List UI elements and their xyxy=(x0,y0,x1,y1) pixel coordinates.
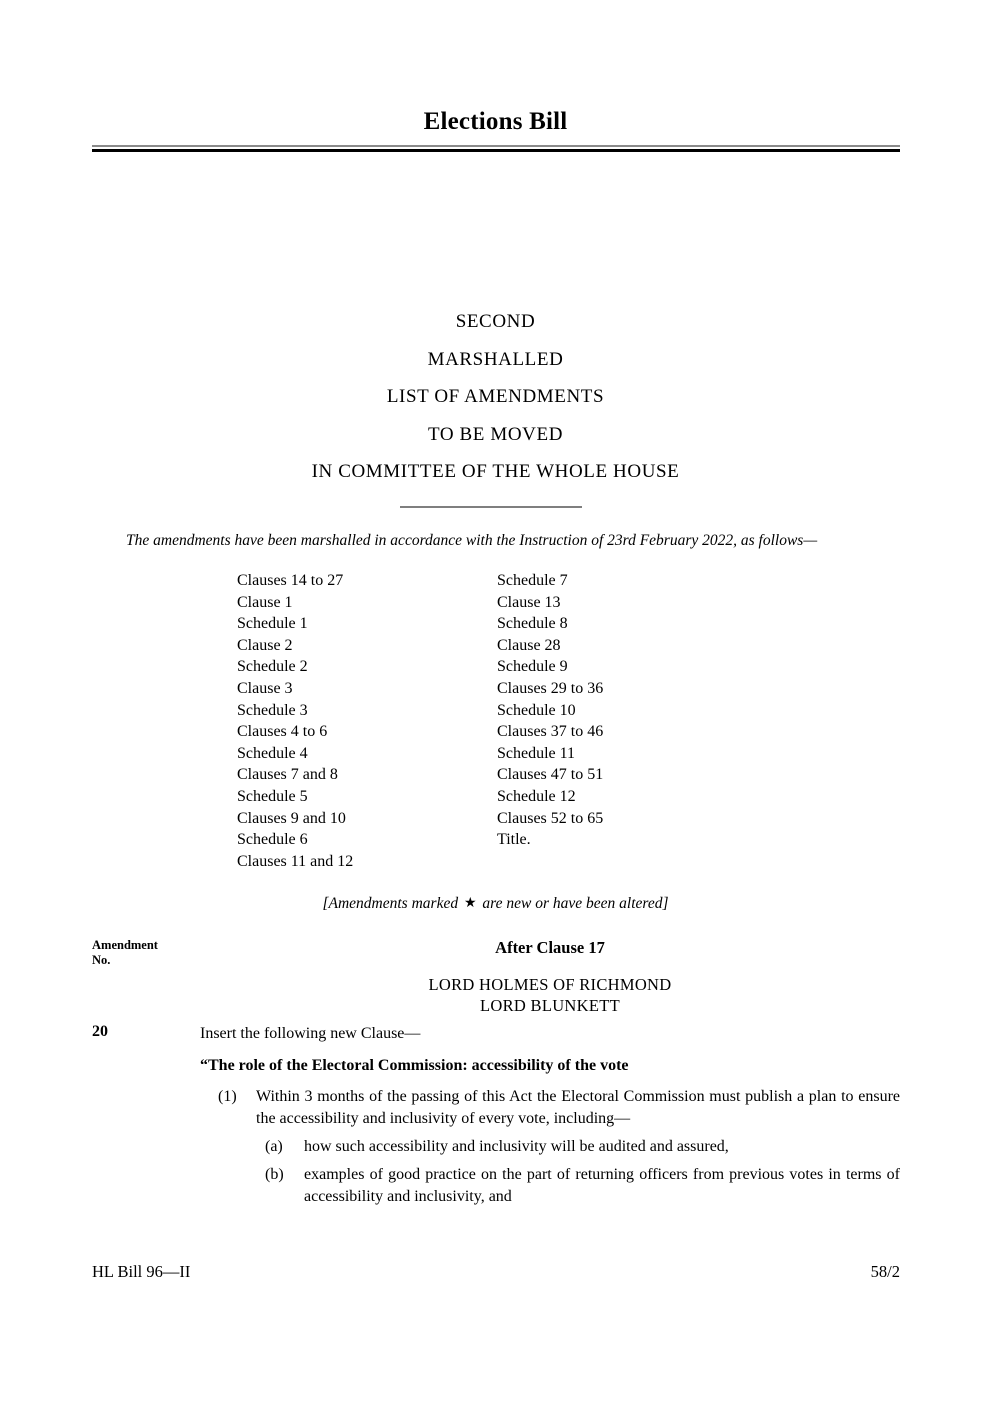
list-item: Schedule 11 xyxy=(497,744,576,762)
list-item: Clauses 29 to 36 xyxy=(497,679,604,697)
list-item: Schedule 6 xyxy=(237,831,308,849)
new-clause-title: “The role of the Electoral Commission: accessibility of the vote xyxy=(200,1057,629,1074)
list-item: Schedule 1 xyxy=(237,615,308,633)
list-item: Schedule 3 xyxy=(237,701,308,719)
sponsor-name: LORD HOLMES OF RICHMOND xyxy=(428,975,672,994)
star-note-suffix: are new or have been altered] xyxy=(482,895,669,912)
amendment-number: 20 xyxy=(92,1023,108,1040)
paragraph xyxy=(200,1164,900,1208)
amendment-lead-in: Insert the following new Clause— xyxy=(200,1025,421,1042)
heading-line-marshalled: MARSHALLED xyxy=(427,348,564,370)
list-item: Clauses 9 and 10 xyxy=(237,809,346,827)
list-item: Schedule 8 xyxy=(497,615,568,633)
list-item: Clauses 47 to 51 xyxy=(497,766,604,784)
list-item: Clause 3 xyxy=(237,679,293,697)
list-item: Clauses 7 and 8 xyxy=(237,766,338,784)
list-item: Clause 28 xyxy=(497,636,561,654)
heading-line-in-committee: IN COMMITTEE OF THE WHOLE HOUSE xyxy=(311,461,680,482)
heading-line-to-be-moved: TO BE MOVED xyxy=(427,423,564,445)
subsection-text: Within 3 months of the passing of this Act the Electoral Commission must publish a plan to ensure the accessibility and inclusivity of every vote, including— xyxy=(256,1088,900,1127)
amendment-no-label-line1: Amendment xyxy=(92,938,158,952)
sponsor-name: LORD BLUNKETT xyxy=(479,996,620,1015)
paragraph-marker: (b) xyxy=(265,1166,284,1183)
list-item: Schedule 12 xyxy=(497,787,576,805)
list-item: Schedule 5 xyxy=(237,787,308,805)
paragraph-text: examples of good practice on the part of returning officers from previous votes in terms of accessibility and inclusivity, and xyxy=(304,1166,900,1205)
list-item: Schedule 9 xyxy=(497,658,568,676)
title-divider-thick-rule xyxy=(92,149,900,152)
amendments-marked-note xyxy=(0,895,991,913)
page-number: 58/2 xyxy=(870,1262,900,1281)
page-title: Elections Bill xyxy=(423,108,568,135)
list-item: Clauses 14 to 27 xyxy=(237,572,344,589)
heading-line-list-of-amendments: LIST OF AMENDMENTS xyxy=(386,386,605,407)
marshalling-instruction: The amendments have been marshalled in accordance with the Instruction of 23rd February 2022, as follows— xyxy=(126,532,818,549)
list-item: Clauses 11 and 12 xyxy=(237,852,354,870)
page-footer xyxy=(92,1262,900,1282)
heading-rule xyxy=(400,506,582,508)
list-item: Schedule 7 xyxy=(497,572,568,589)
marshalling-list-right-column xyxy=(497,570,603,851)
bill-reference: HL Bill 96—II xyxy=(92,1262,191,1281)
paragraph-marker: (a) xyxy=(265,1138,283,1155)
amendment-no-label-line2: No. xyxy=(92,953,111,967)
paragraph-text: how such accessibility and inclusivity will be audited and assured, xyxy=(304,1138,729,1155)
list-item: Schedule 10 xyxy=(497,701,576,719)
star-icon: ★ xyxy=(463,896,477,911)
list-item: Schedule 2 xyxy=(237,658,308,676)
star-note-prefix: [Amendments marked xyxy=(322,895,459,912)
subsection xyxy=(200,1086,900,1130)
subsection-marker: (1) xyxy=(218,1088,237,1105)
list-item: Clauses 4 to 6 xyxy=(237,723,328,741)
title-divider xyxy=(92,145,900,152)
amendment-body xyxy=(200,1023,900,1208)
amendment-no-column-label xyxy=(92,938,212,968)
amendment-sponsors xyxy=(200,974,900,1016)
document-heading-block xyxy=(0,303,991,491)
list-item: Clauses 52 to 65 xyxy=(497,809,604,827)
list-item: Clause 1 xyxy=(237,593,293,611)
title-divider-thin-rule xyxy=(92,145,900,147)
list-item: Title. xyxy=(497,831,531,849)
heading-line-second: SECOND xyxy=(455,311,536,332)
section-heading-after-clause-17: After Clause 17 xyxy=(495,938,605,957)
list-item: Clause 2 xyxy=(237,636,293,654)
list-item: Clause 13 xyxy=(497,593,561,611)
paragraph xyxy=(200,1136,900,1158)
marshalling-list-left-column xyxy=(237,570,353,872)
list-item: Clauses 37 to 46 xyxy=(497,723,604,741)
list-item: Schedule 4 xyxy=(237,744,308,762)
